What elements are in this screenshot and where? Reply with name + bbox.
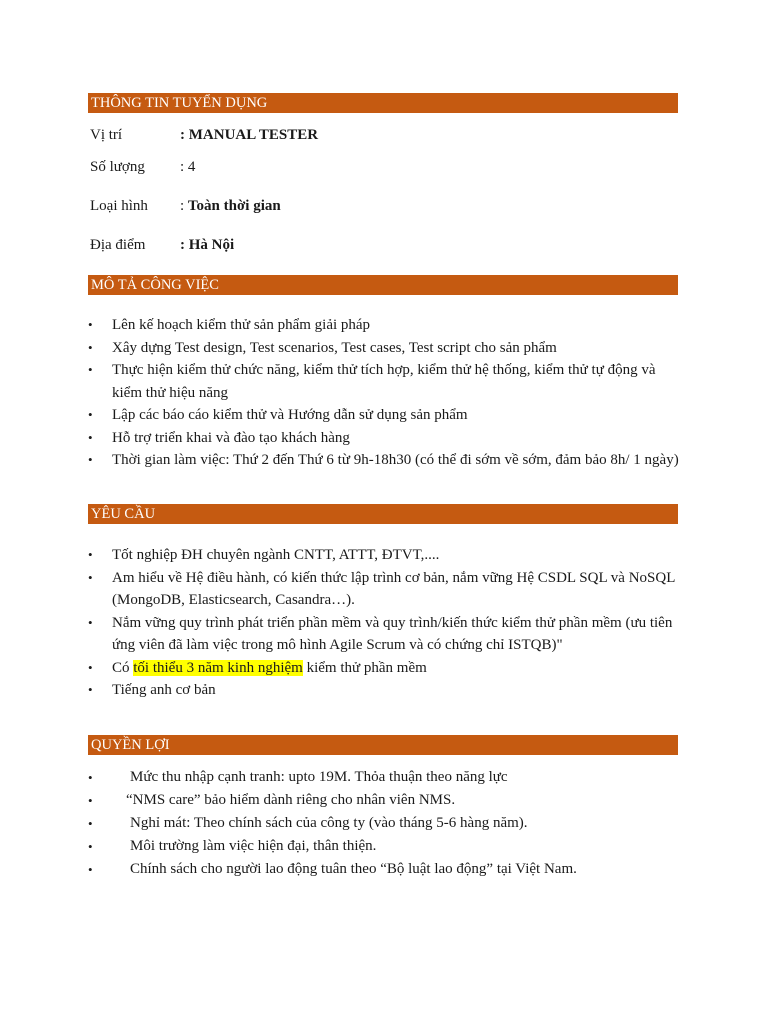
bullet-icon: • [88,407,93,422]
list-item [88,679,680,702]
list-item-text: Có [112,659,134,676]
bullet-icon: • [88,362,93,377]
list-item-text: Chính sách cho người lao động tuân theo “Bộ luật lao động” tại Việt Nam. [130,861,577,877]
bullet-icon: • [88,816,93,831]
list-item [88,789,680,812]
list-item [88,812,680,835]
list-item [88,449,680,472]
bullet-icon: • [88,317,93,332]
list-item [88,544,680,567]
list-item-text: Nghỉ mát: Theo chính sách của công ty (vào tháng 5-6 hàng năm). [130,815,528,831]
description-list [88,314,680,472]
list-item-text: Mức thu nhập cạnh tranh: upto 19M. Thỏa thuận theo năng lực [130,769,508,785]
list-item [88,359,680,404]
info-value [180,195,281,217]
info-label: Số lượng [90,159,145,175]
info-value-text: : Hà Nội [180,237,235,253]
list-item-text: Lên kế hoạch kiểm thử sản phẩm giải pháp [112,317,371,333]
info-value [180,234,234,256]
bullet-icon: • [88,793,93,808]
list-item [88,427,680,450]
bullet-icon: • [88,839,93,854]
list-item-text: Am hiểu về Hệ điều hành, có kiến thức lập trình cơ bản, nắm vững Hệ CSDL SQL và NoSQL (MongoDB, Elasticsearch, Casandra…). [112,569,675,608]
info-label: Loại hình [90,198,148,214]
section-header-requirements: YÊU CẦU [88,504,678,524]
bullet-icon: • [88,659,93,675]
bullet-icon: • [88,862,93,877]
bullet-icon: • [88,339,93,355]
list-item-text: Hỗ trợ triển khai và đào tạo khách hàng [112,429,350,446]
info-colon: : [180,198,188,214]
info-value [180,124,318,146]
list-item [88,404,680,427]
experience-highlight: tối thiểu 3 năm kinh nghiệm [133,659,303,676]
requirements-list [88,544,680,702]
bullet-icon: • [88,547,93,562]
info-label: Vị trí [90,127,123,143]
section-header-job-description: MÔ TẢ CÔNG VIỆC [88,275,678,295]
list-item [88,337,680,360]
section-header-benefits: QUYỀN LỢI [88,735,678,755]
list-item-text: Nắm vững quy trình phát triển phần mềm và quy trình/kiến thức kiểm thử phần mềm (ưu tiên ứng viên đã làm việc trong mô hình Agile Scrum và có chứng chỉ ISTQB)" [112,614,673,653]
list-item [88,612,680,657]
list-item-text: Xây dựng Test design, Test scenarios, Test cases, Test script cho sản phẩm [112,339,557,356]
info-value: : 4 [180,159,196,175]
info-value-text: : MANUAL TESTER [180,127,319,143]
bullet-icon: • [88,429,93,445]
list-item-text: Tốt nghiệp ĐH chuyên ngành CNTT, ATTT, ĐTVT,.... [112,547,440,563]
info-label: Địa điểm [90,237,146,253]
list-item [88,657,680,680]
bullet-icon: • [88,452,93,467]
list-item-text: Thời gian làm việc: Thứ 2 đến Thứ 6 từ 9h-18h30 (có thể đi sớm về sớm, đảm bảo 8h/ 1 ngày) [112,452,679,468]
list-item-text: Thực hiện kiểm thử chức năng, kiểm thử tích hợp, kiểm thử hệ thống, kiểm thử tự động và kiểm thử hiệu năng [112,362,656,401]
list-item-text: “NMS care” bảo hiểm dành riêng cho nhân viên NMS. [126,792,456,808]
list-item [88,835,680,858]
section-header-job-info: THÔNG TIN TUYỂN DỤNG [88,93,678,113]
bullet-icon: • [88,569,93,585]
list-item-text: Lập các báo cáo kiểm thử và Hướng dẫn sử dụng sản phẩm [112,407,468,423]
list-item [88,567,680,612]
list-item-text: Tiếng anh cơ bản [112,682,216,698]
benefits-list [88,766,680,881]
list-item [88,858,680,881]
list-item [88,314,680,337]
info-value-text: Toàn thời gian [187,198,281,214]
bullet-icon: • [88,770,93,785]
list-item-text: Môi trường làm việc hiện đại, thân thiện. [130,838,377,854]
list-item-text: kiểm thử phần mềm [302,659,427,676]
bullet-icon: • [88,614,93,630]
list-item [88,766,680,789]
bullet-icon: • [88,682,93,697]
